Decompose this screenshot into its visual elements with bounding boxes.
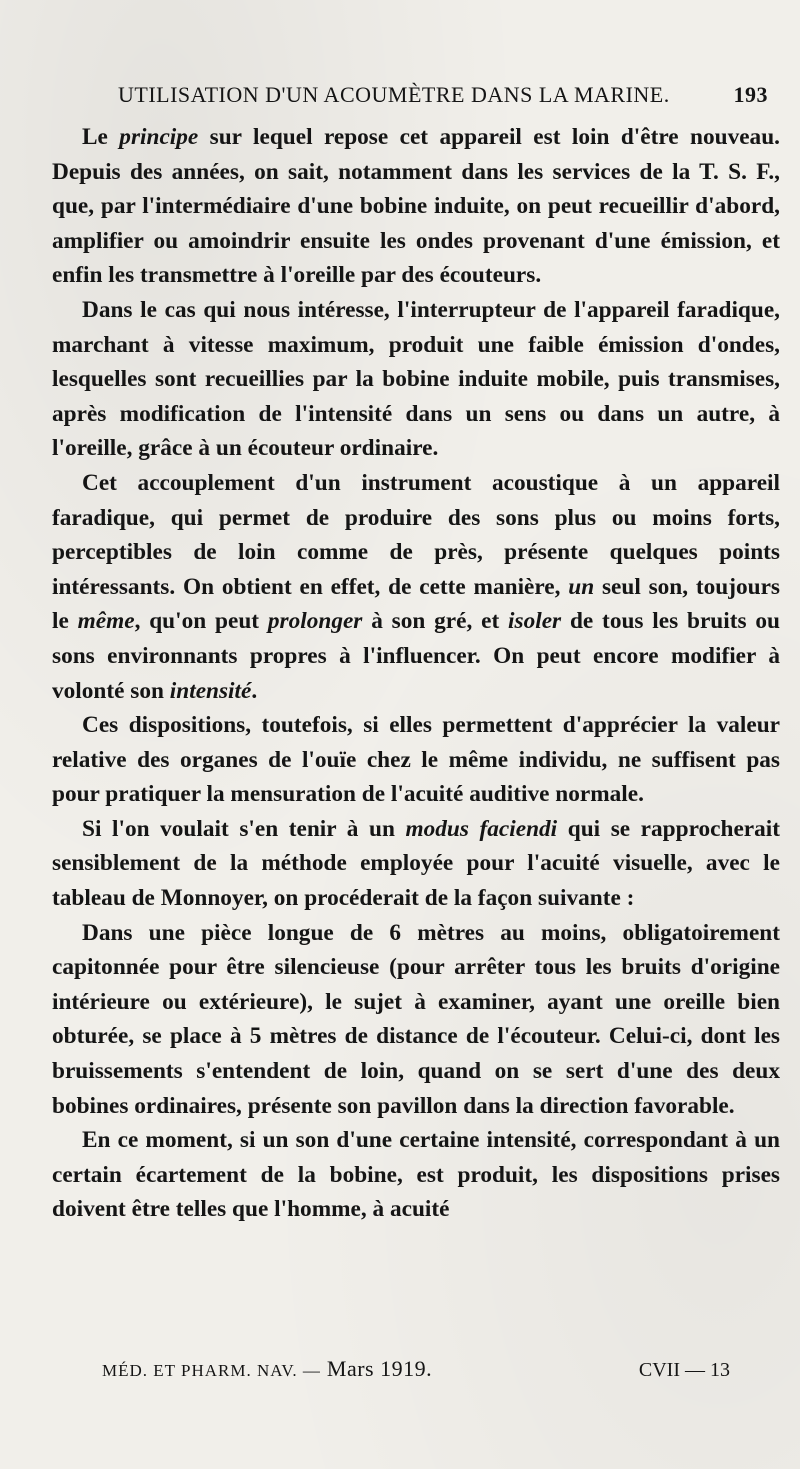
paragraph-5 [52,812,780,916]
footer-signature-mark: CVII — 13 [638,1359,730,1381]
paragraph-3-em-isoler: isoler [508,608,562,635]
paragraph-3-part-d: à son gré, et [362,608,509,635]
paragraph-2: Dans le cas qui nous intéresse, l'interrupteur de l'appareil faradique, marchant à vitesse maximum, produit une faible émission d'ondes, lesquelles sont recueillies par la bobine induite mobile, puis transmises, après modification de l'intensité dans un sens ou dans un autre, à l'oreille, grâce à un écouteur ordinaire. [52,296,780,462]
paragraph-3-part-b: seul son, toujours le [52,573,780,635]
paragraph-3-part-a: Cet accouplement d'un instrument acoustique à un appareil faradique, qui permet de produire des sons plus ou moins forts, perceptibles de loin comme de près, présente quelques points intéressants. On obtient en effet, de cette manière, [52,469,780,600]
paragraph-1-emphasis: principe [119,124,199,150]
paragraph-1-rest: sur lequel repose cet appareil est loin d'être nouveau. Depuis des années, on sait, notamment dans les services de la T. S. F., que, par l'intermédiaire d'une bobine induite, on peut recueillir d'abord, amplifier ou amoindrir ensuite les ondes provenant d'une émission, et enfin les transmettre à l'oreille par des écouteurs. [52,124,780,289]
paragraph-7: En ce moment, si un son d'une certaine intensité, correspondant à un certain écartement de la bobine, est produit, les dispositions prises doivent être telles que l'homme, à acuité [52,1127,780,1223]
paragraph-1 [52,120,780,293]
page-footer [102,1356,730,1382]
paragraph-3-part-e: de tous les bruits ou sons environnants propres à l'influencer. On peut encore modifier à volonté son [52,608,780,704]
paragraph-3-part-c: , qu'on peut [134,608,268,635]
footer-journal [102,1356,432,1382]
paragraph-3-em-un: un [568,573,595,600]
running-head [118,82,768,112]
paragraph-5-part-a: Si l'on voulait s'en tenir à un [82,815,406,842]
running-head-title: UTILISATION D'UN ACOUMÈTRE DANS LA MARINE. [118,82,670,107]
paragraph-3-em-intensite: intensité [169,677,252,704]
paragraph-4: Ces dispositions, toutefois, si elles permettent d'apprécier la valeur relative des organes de l'ouïe chez le même individu, ne suffisent pas pour pratiquer la mensuration de l'acuité auditive normale. [52,712,780,808]
paragraph-3 [52,466,780,708]
page-number: 193 [733,82,768,107]
paragraph-3-part-f: . [251,677,258,704]
paragraph-5-part-b: qui se rapprocherait sensiblement de la méthode employée pour l'acuité visuelle, avec le tableau de Monnoyer, on procéderait de la façon suivante : [52,815,781,912]
paragraph-3-em-meme: même [77,608,135,635]
body-text [52,120,780,1227]
paragraph-3-em-prolonger: prolonger [267,608,363,635]
footer-journal-name: MÉD. ET PHARM. NAV. — [102,1361,321,1380]
paragraph-6: Dans une pièce longue de 6 mètres au moins, obligatoirement capitonnée pour être silencieuse (pour arrêter tous les bruits d'origine intérieure ou extérieure), le sujet à examiner, ayant une oreille bien obturée, se place à 5 mètres de distance de l'écouteur. Celui-ci, dont les bruissements s'entendent de loin, quand on se sert d'une des deux bobines ordinaires, présente son pavillon dans la direction favorable. [52,919,780,1119]
footer-date: Mars 1919. [326,1356,433,1381]
paragraph-5-emphasis: modus faciendi [405,815,558,842]
paragraph-1-lead: Le [82,124,120,150]
